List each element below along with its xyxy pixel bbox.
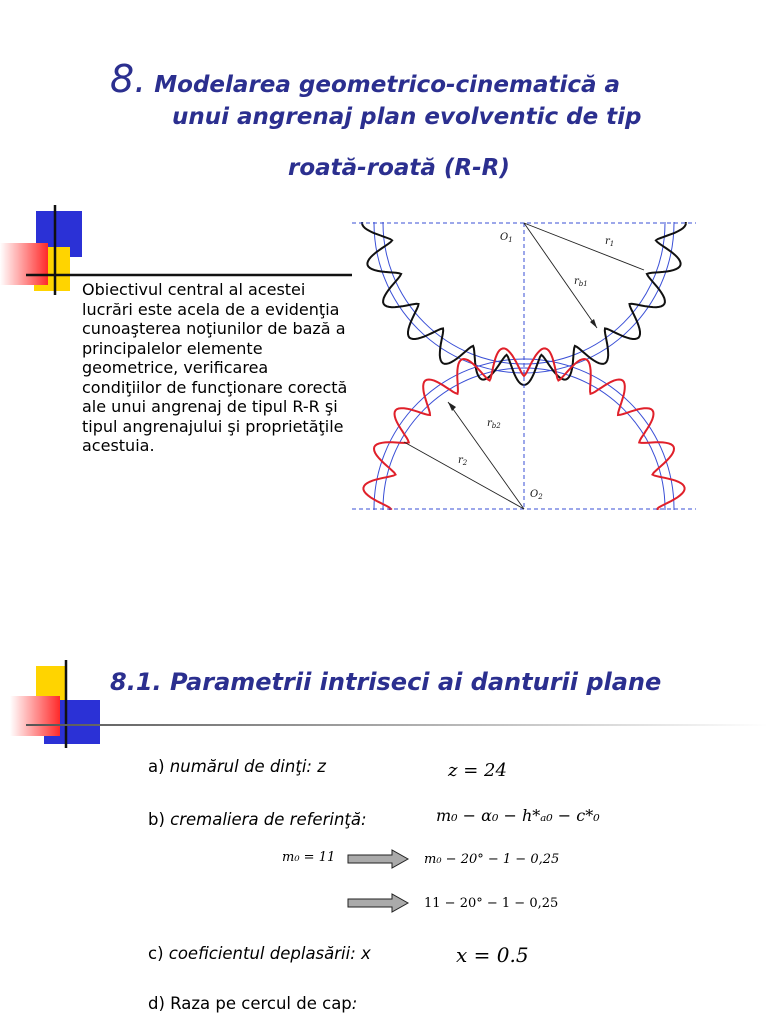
item-d: d) Raza pe cercul de cap: (148, 994, 358, 1013)
chapter-number: 8. (110, 57, 147, 101)
r1-line (524, 223, 644, 270)
gear-diagram (352, 218, 696, 514)
section-title: 8.1. Parametrii intriseci ai danturii plane (110, 668, 662, 696)
value-rack: m₀ − α₀ − h*ₐ₀ − c*₀ (436, 806, 600, 825)
value-x: x = 0.5 (456, 943, 529, 967)
title-line-2: unui angrenaj plan evolventic de tip (172, 104, 642, 130)
rb1-line (524, 223, 597, 328)
item-a: a) numărul de dinţi: z (148, 757, 326, 776)
label-r1: $r_1$ (605, 236, 615, 248)
label-o1: $O_1$ (500, 232, 513, 244)
label-rb1: $r_{b1}$ (574, 276, 588, 288)
value-z: z = 24 (448, 760, 507, 781)
item-b: b) cremaliera de referinţă: (148, 810, 367, 829)
item-c: c) coeficientul deplasării: x (148, 944, 371, 963)
result-line-1: m₀ − 20° − 1 − 0,25 (424, 852, 560, 867)
r2-line (404, 442, 524, 509)
objective-paragraph: Obiectivul central al acestei lucrări este acela de a evidenţia cunoaşterea noţiunilor de bază a principalelor elemente geometrice, verificarea condiţiilor de funcţionare corectă ale unui angrenaj de tipul R-R şi tipul angrenajului şi proprietăţile acestuia. (82, 280, 348, 455)
label-r2: $r_2$ (458, 455, 468, 467)
value-m0: m₀ = 11 (282, 850, 336, 865)
label-o2: $O_2$ (530, 489, 543, 501)
arrow-right-icon (346, 892, 410, 914)
label-rb2: $r_{b2}$ (487, 418, 501, 430)
arrow-right-icon (346, 848, 410, 870)
title-line-3: roată-roată (R-R) (288, 155, 510, 181)
slide-title (110, 52, 620, 107)
result-line-2: 11 − 20° − 1 − 0,25 (424, 896, 559, 911)
title-line-1: Modelarea geometrico-cinematică a (154, 72, 621, 98)
